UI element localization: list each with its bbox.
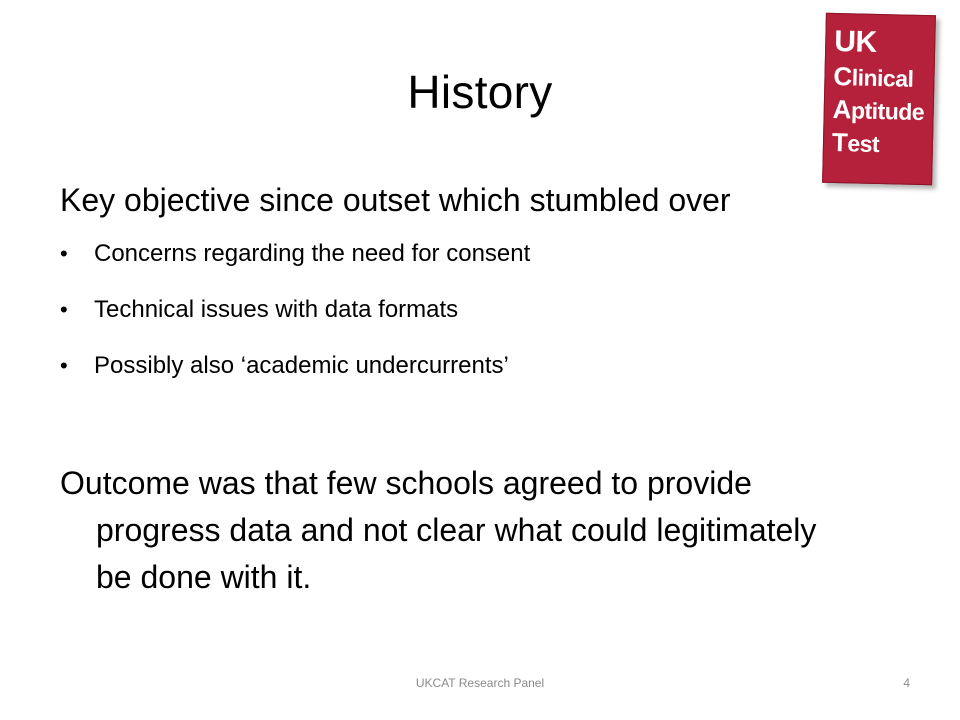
logo-rest: linical — [851, 64, 914, 92]
bullet-icon: • — [60, 297, 68, 322]
bullet-text: Technical issues with data formats — [94, 296, 459, 323]
footer-text: UKCAT Research Panel — [415, 676, 545, 690]
logo-rest: ptitude — [850, 97, 925, 126]
logo-initial: A — [832, 93, 852, 125]
logo-line-uk — [834, 24, 935, 62]
bullet-icon: • — [60, 353, 68, 378]
bullet-icon: • — [60, 241, 68, 266]
logo-line-test — [832, 126, 933, 161]
logo-line-aptitude — [832, 93, 933, 128]
logo-initial: UK — [833, 24, 878, 59]
ukcat-logo — [822, 13, 936, 185]
bullet-item — [60, 350, 530, 382]
logo-line-clinical — [833, 60, 934, 95]
slide-title: History — [407, 66, 553, 118]
bullet-item — [60, 238, 530, 270]
page-number: 4 — [903, 676, 910, 690]
outcome-paragraph: Outcome was that few schools agreed to provide progress data and not clear what could legitimately be done with it. — [60, 465, 817, 595]
bullet-list — [60, 238, 530, 406]
bullet-text: Concerns regarding the need for consent — [94, 240, 531, 267]
objective-heading: Key objective since outset which stumbled over — [60, 182, 731, 218]
logo-initial: C — [833, 60, 853, 92]
bullet-text: Possibly also ‘academic undercurrents’ — [94, 352, 509, 379]
bullet-item — [60, 294, 530, 326]
logo-rest: est — [847, 130, 880, 158]
logo-initial: T — [831, 126, 848, 158]
